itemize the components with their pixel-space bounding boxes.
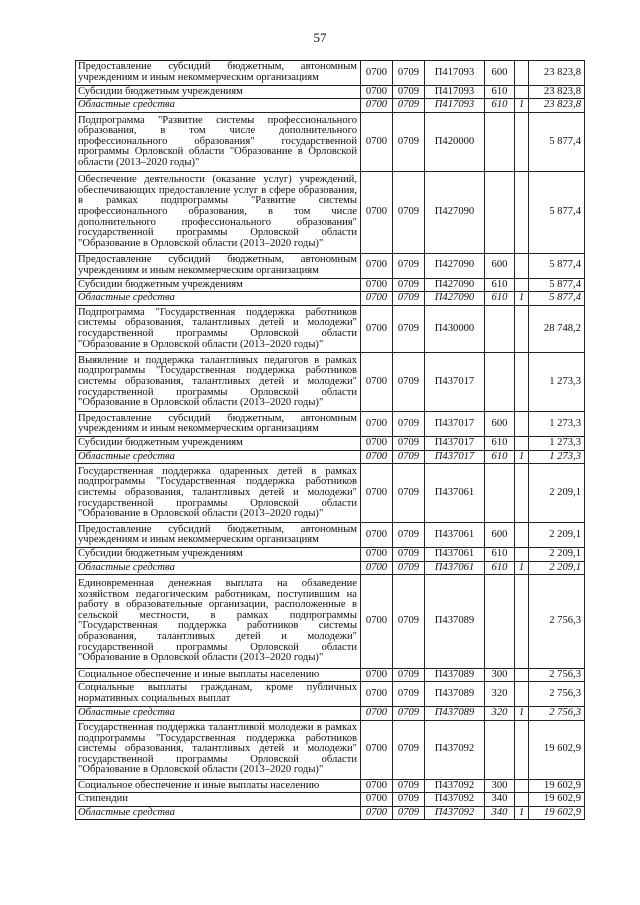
funding-flag [515, 668, 529, 682]
expense-type-code: 610 [485, 548, 515, 562]
article-code: П437017 [425, 450, 485, 464]
expense-type-code: 300 [485, 779, 515, 793]
section-code: 0700 [361, 720, 393, 779]
funding-flag [515, 278, 529, 292]
subsection-code: 0709 [393, 253, 425, 278]
section-code: 0700 [361, 450, 393, 464]
section-code: 0700 [361, 561, 393, 575]
table-row [76, 99, 585, 113]
section-code: 0700 [361, 253, 393, 278]
row-name: Предоставление субсидий бюджетным, автономным учреждениям и иным некоммерческим организациям [76, 61, 361, 86]
section-code: 0700 [361, 85, 393, 99]
expense-type-code: 610 [485, 292, 515, 306]
article-code: П437089 [425, 682, 485, 707]
amount-value: 5 877,4 [529, 278, 585, 292]
subsection-code: 0709 [393, 575, 425, 668]
subsection-code: 0709 [393, 806, 425, 820]
expense-type-code: 600 [485, 61, 515, 86]
table-row [76, 412, 585, 437]
funding-flag [515, 253, 529, 278]
article-code: П437061 [425, 548, 485, 562]
amount-value: 23 823,8 [529, 85, 585, 99]
funding-flag [515, 437, 529, 451]
article-code: П437061 [425, 464, 485, 523]
subsection-code: 0709 [393, 668, 425, 682]
expense-type-code [485, 720, 515, 779]
amount-value: 19 602,9 [529, 793, 585, 807]
expense-type-code: 610 [485, 85, 515, 99]
article-code: П427090 [425, 292, 485, 306]
expense-type-code: 600 [485, 523, 515, 548]
funding-flag: 1 [515, 561, 529, 575]
row-name: Областные средства [76, 561, 361, 575]
amount-value: 2 209,1 [529, 464, 585, 523]
article-code: П417093 [425, 85, 485, 99]
section-code: 0700 [361, 523, 393, 548]
subsection-code: 0709 [393, 523, 425, 548]
amount-value: 23 823,8 [529, 99, 585, 113]
expense-type-code: 610 [485, 561, 515, 575]
subsection-code: 0709 [393, 548, 425, 562]
expense-type-code: 340 [485, 806, 515, 820]
article-code: П427090 [425, 171, 485, 253]
row-name: Субсидии бюджетным учреждениям [76, 85, 361, 99]
expense-type-code: 610 [485, 278, 515, 292]
subsection-code: 0709 [393, 85, 425, 99]
expense-type-code: 300 [485, 668, 515, 682]
amount-value: 2 756,3 [529, 706, 585, 720]
subsection-code: 0709 [393, 99, 425, 113]
subsection-code: 0709 [393, 305, 425, 353]
subsection-code: 0709 [393, 292, 425, 306]
article-code: П430000 [425, 305, 485, 353]
table-row [76, 720, 585, 779]
row-name: Государственная поддержка талантливой молодежи в рамках подпрограммы "Государственная поддержка работников системы образования, талантливых детей и молодежи" государственной программы Орловской области "Образование в Орловской области (2013–2020 годы)" [76, 720, 361, 779]
table-row [76, 806, 585, 820]
section-code: 0700 [361, 305, 393, 353]
amount-value: 19 602,9 [529, 806, 585, 820]
expense-type-code [485, 171, 515, 253]
funding-flag: 1 [515, 706, 529, 720]
subsection-code: 0709 [393, 450, 425, 464]
article-code: П427090 [425, 253, 485, 278]
row-name: Предоставление субсидий бюджетным, автономным учреждениям и иным некоммерческим организациям [76, 523, 361, 548]
section-code: 0700 [361, 806, 393, 820]
amount-value: 5 877,4 [529, 171, 585, 253]
article-code: П427090 [425, 278, 485, 292]
expense-type-code [485, 575, 515, 668]
table-row [76, 561, 585, 575]
article-code: П437061 [425, 523, 485, 548]
funding-flag: 1 [515, 450, 529, 464]
table-row [76, 61, 585, 86]
expense-type-code: 610 [485, 437, 515, 451]
table-row [76, 171, 585, 253]
amount-value: 1 273,3 [529, 450, 585, 464]
row-name: Предоставление субсидий бюджетным, автономным учреждениям и иным некоммерческим организациям [76, 253, 361, 278]
expense-type-code: 340 [485, 793, 515, 807]
article-code: П437017 [425, 437, 485, 451]
amount-value: 5 877,4 [529, 112, 585, 171]
row-name: Областные средства [76, 706, 361, 720]
table-row [76, 278, 585, 292]
subsection-code: 0709 [393, 353, 425, 412]
amount-value: 2 209,1 [529, 561, 585, 575]
table-row [76, 464, 585, 523]
funding-flag [515, 720, 529, 779]
section-code: 0700 [361, 464, 393, 523]
expense-type-code [485, 464, 515, 523]
row-name: Обеспечение деятельности (оказание услуг) учреждений, обеспечивающих предоставление услуг в сфере образования, в рамках подпрограммы "Развитие системы профессионального образования, в том числе дополнительного профессионального образования" государственной программы Орловской области "Образование в Орловской области (2013–2020 годы)" [76, 171, 361, 253]
row-name: Стипендии [76, 793, 361, 807]
funding-flag [515, 523, 529, 548]
subsection-code: 0709 [393, 112, 425, 171]
funding-flag: 1 [515, 292, 529, 306]
row-name: Подпрограмма "Государственная поддержка работников системы образования, талантливых детей и молодежи" государственной программы Орловской области "Образование в Орловской области (2013–2020 годы)" [76, 305, 361, 353]
funding-flag [515, 793, 529, 807]
article-code: П437092 [425, 793, 485, 807]
funding-flag [515, 412, 529, 437]
amount-value: 19 602,9 [529, 779, 585, 793]
row-name: Социальное обеспечение и иные выплаты населению [76, 668, 361, 682]
section-code: 0700 [361, 793, 393, 807]
row-name: Субсидии бюджетным учреждениям [76, 437, 361, 451]
subsection-code: 0709 [393, 412, 425, 437]
subsection-code: 0709 [393, 561, 425, 575]
amount-value: 23 823,8 [529, 61, 585, 86]
funding-flag [515, 85, 529, 99]
amount-value: 1 273,3 [529, 437, 585, 451]
row-name: Областные средства [76, 806, 361, 820]
row-name: Предоставление субсидий бюджетным, автономным учреждениям и иным некоммерческим организациям [76, 412, 361, 437]
row-name: Выявление и поддержка талантливых педагогов в рамках подпрограммы "Государственная поддержка работников системы образования, талантливых детей и молодежи" государственной программы Орловской области "Образование в Орловской области (2013–2020 годы)" [76, 353, 361, 412]
funding-flag [515, 682, 529, 707]
amount-value: 19 602,9 [529, 720, 585, 779]
subsection-code: 0709 [393, 437, 425, 451]
expense-type-code [485, 305, 515, 353]
funding-flag [515, 112, 529, 171]
article-code: П420000 [425, 112, 485, 171]
section-code: 0700 [361, 575, 393, 668]
subsection-code: 0709 [393, 61, 425, 86]
row-name: Областные средства [76, 450, 361, 464]
section-code: 0700 [361, 292, 393, 306]
row-name: Социальное обеспечение и иные выплаты населению [76, 779, 361, 793]
funding-flag: 1 [515, 806, 529, 820]
table-row [76, 353, 585, 412]
amount-value: 2 756,3 [529, 575, 585, 668]
article-code: П437089 [425, 706, 485, 720]
table-row [76, 292, 585, 306]
funding-flag [515, 779, 529, 793]
funding-flag [515, 305, 529, 353]
expense-type-code: 600 [485, 412, 515, 437]
section-code: 0700 [361, 779, 393, 793]
article-code: П437061 [425, 561, 485, 575]
table-row [76, 668, 585, 682]
table-body [76, 61, 585, 820]
amount-value: 1 273,3 [529, 353, 585, 412]
article-code: П437089 [425, 575, 485, 668]
expense-type-code [485, 353, 515, 412]
table-row [76, 85, 585, 99]
subsection-code: 0709 [393, 720, 425, 779]
funding-flag: 1 [515, 99, 529, 113]
table-row [76, 575, 585, 668]
table-row [76, 706, 585, 720]
section-code: 0700 [361, 61, 393, 86]
article-code: П437092 [425, 720, 485, 779]
amount-value: 2 756,3 [529, 668, 585, 682]
article-code: П437092 [425, 779, 485, 793]
article-code: П417093 [425, 61, 485, 86]
amount-value: 5 877,4 [529, 292, 585, 306]
funding-flag [515, 61, 529, 86]
table-row [76, 793, 585, 807]
article-code: П437017 [425, 412, 485, 437]
table-row [76, 437, 585, 451]
amount-value: 2 209,1 [529, 523, 585, 548]
row-name: Субсидии бюджетным учреждениям [76, 548, 361, 562]
section-code: 0700 [361, 668, 393, 682]
table-row [76, 523, 585, 548]
row-name: Субсидии бюджетным учреждениям [76, 278, 361, 292]
subsection-code: 0709 [393, 278, 425, 292]
budget-table [75, 60, 585, 820]
amount-value: 28 748,2 [529, 305, 585, 353]
expense-type-code: 320 [485, 706, 515, 720]
row-name: Областные средства [76, 99, 361, 113]
funding-flag [515, 464, 529, 523]
expense-type-code [485, 112, 515, 171]
amount-value: 2 209,1 [529, 548, 585, 562]
subsection-code: 0709 [393, 171, 425, 253]
subsection-code: 0709 [393, 706, 425, 720]
section-code: 0700 [361, 682, 393, 707]
table-row [76, 112, 585, 171]
article-code: П437089 [425, 668, 485, 682]
table-row [76, 548, 585, 562]
expense-type-code: 600 [485, 253, 515, 278]
section-code: 0700 [361, 112, 393, 171]
article-code: П437092 [425, 806, 485, 820]
amount-value: 2 756,3 [529, 682, 585, 707]
amount-value: 5 877,4 [529, 253, 585, 278]
row-name: Подпрограмма "Развитие системы профессионального образования, в том числе дополнительного профессионального образования" государственной программы Орловской области "Образование в Орловской области (2013–2020 годы)" [76, 112, 361, 171]
section-code: 0700 [361, 548, 393, 562]
amount-value: 1 273,3 [529, 412, 585, 437]
section-code: 0700 [361, 171, 393, 253]
article-code: П437017 [425, 353, 485, 412]
funding-flag [515, 548, 529, 562]
table-row [76, 779, 585, 793]
table-row [76, 450, 585, 464]
section-code: 0700 [361, 353, 393, 412]
row-name: Областные средства [76, 292, 361, 306]
table-row [76, 305, 585, 353]
section-code: 0700 [361, 278, 393, 292]
row-name: Государственная поддержка одаренных детей в рамках подпрограммы "Государственная поддержка работников системы образования, талантливых детей и молодежи" государственной программы Орловской области "Образование в Орловской области (2013–2020 годы)" [76, 464, 361, 523]
article-code: П417093 [425, 99, 485, 113]
table-row [76, 682, 585, 707]
subsection-code: 0709 [393, 682, 425, 707]
funding-flag [515, 353, 529, 412]
funding-flag [515, 575, 529, 668]
row-name: Социальные выплаты гражданам, кроме публичных нормативных социальных выплат [76, 682, 361, 707]
table-row [76, 253, 585, 278]
subsection-code: 0709 [393, 793, 425, 807]
expense-type-code: 610 [485, 450, 515, 464]
section-code: 0700 [361, 99, 393, 113]
row-name: Единовременная денежная выплата на обзаведение хозяйством педагогическим работникам, поступившим на работу в образовательные организации, расположенные в сельской местности, в рамках подпрограммы "Государственная поддержка работников системы образования, талантливых детей и молодежи" государственной программы Орловской области "Образование в Орловской области (2013–2020 годы)" [76, 575, 361, 668]
section-code: 0700 [361, 412, 393, 437]
section-code: 0700 [361, 437, 393, 451]
subsection-code: 0709 [393, 779, 425, 793]
subsection-code: 0709 [393, 464, 425, 523]
expense-type-code: 610 [485, 99, 515, 113]
funding-flag [515, 171, 529, 253]
section-code: 0700 [361, 706, 393, 720]
expense-type-code: 320 [485, 682, 515, 707]
page-number: 57 [313, 30, 327, 45]
